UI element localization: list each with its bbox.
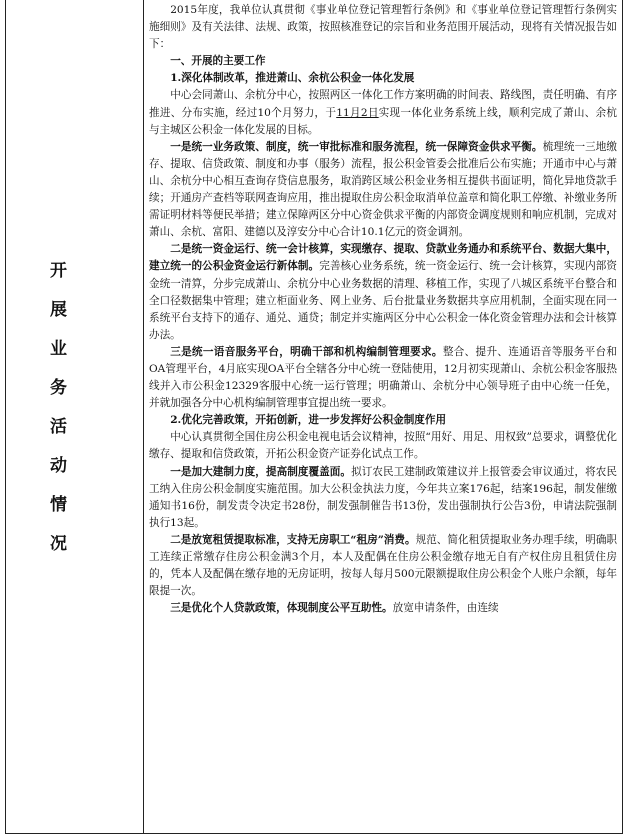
paragraph-unify-policy [149,139,617,242]
paragraph-loans [149,600,617,617]
paragraph-lead: 二是放宽租赁提取标准，支持无房职工“租房”消费。 [170,533,416,546]
paragraph-text: 中心会同萧山、余杭分中心，按照两区一体化工作方案明确的时间表、路线图，责任明确、有序推进、分布实施，经过10个月努力，于 [149,89,617,119]
paragraph-text: 完善核心业务系统，统一资金运行、统一会计核算，实现内部资金统一清算，分步完成萧山、余杭分中心业务数据的清理、移植工作，实现了八城区系统平台整合和全口径数据集中管理；建立柜面业务、网上业务、后台批量业务数据共享应用机制，全面实现在同一系统平台支持下的通存、通兑、通贷；制定并实施两区分中心公积金一体化资金管理办法和会计核算办法。 [149,260,617,341]
report-table [5,0,623,834]
paragraph-lead: 一是加大建制力度，提高制度覆盖面。 [170,465,352,478]
paragraph-lead: 三是统一语音服务平台，明确干部和机构编制管理要求。 [170,345,443,358]
section-label-cell [6,0,143,834]
column-divider [143,0,144,834]
paragraph-coverage [149,464,617,532]
paragraph-policy-intro: 中心认真贯彻全国住房公积金电视电话会议精神，按照“用好、用足、用权致”总要求，调整优化缴存、提取和信贷政策，开拓公积金资产证券化试点工作。 [149,431,617,461]
paragraph-lead: 二是统一资金运行、统一会计核算，实现缴存、提取、贷款业务通办和系统平台、数据大集中，建立统一的公积金资金运行新体制。 [149,243,617,273]
paragraph-text: 整合、提升、连通语音等服务平台和OA管理平台，4月底实现OA平台全辖各分中心统一登陆使用，12月初实现萧山、余杭公积金客服热线并入市公积金12329客服中心统一运行管理；明确萧山、余杭分中心领导班子由中心统一任免，并就加强各分中心机构编制管理事宜提出统一要求。 [149,345,617,410]
section-label: 开展业务活动情况 [46,261,66,573]
paragraph-unify-funds [149,241,617,344]
paragraph-text: 放宽申请条件，由连续 [392,602,499,615]
paragraph-lead: 一是统一业务政策、制度，统一审批标准和服务流程，统一保障资金供求平衡。 [170,140,543,153]
paragraph-text: 实现一体化业务系统上线，顺利完成了萧山、余杭与主城区公积金一体化发展的目标。 [149,106,617,136]
paragraph-lead: 三是优化个人贷款政策，体现制度公平互助性。 [170,602,393,615]
subheading-reform: 1.深化体制改革，推进萧山、余杭公积金一体化发展 [170,72,415,85]
subheading-policy: 2.优化完善政策，开拓创新，进一步发挥好公积金制度作用 [170,414,447,427]
content-cell [149,2,617,832]
paragraph-text: 规范、简化租赁提取业务办理手续，明确职工连续正常缴存住房公积金满3个月，本人及配偶在住房公积金缴存地无自有产权住房且租赁住房的，凭本人及配偶在缴存地的无房证明，按每人每月500元限额提取住房公积金个人账户余额，每年限提一次。 [149,533,617,598]
paragraph-text: 拟订农民工建制政策建议并上报管委会审议通过，将农民工纳入住房公积金制度实施范围。加大公积金执法力度，今年共立案176起，结案196起，制发催缴通知书16份，制发责令决定书28份，制发强制催告书13份，发出强制执行公告3份，申请法院强制执行13起。 [149,465,617,529]
heading-main-work: 一、开展的主要工作 [170,55,266,68]
paragraph-rental [149,532,617,600]
paragraph-text: 梳理统一三地缴存、提取、信贷政策、制度和办事（服务）流程，报公积金管委会批准后公布实施；开通市中心与萧山、余杭分中心相互查询存贷信息服务，取消跨区域公积金业务相互提供书面证明，简化异地贷款手续；开通房产查档等联网查询应用，推出提取住房公积金取消单位盖章和简化职工停缴、补缴业务所需证明材料等便民举措；建立保障两区分中心资金供求平衡的内部资金调度规则和响应机制，完成对萧山、余杭、富阳、建德以及淳安分中心合计10.1亿元的资金调剂。 [149,140,617,239]
intro-paragraph: 2015年度，我单位认真贯彻《事业单位登记管理暂行条例》和《事业单位登记管理暂行条例实施细则》及有关法律、法规、政策，按照核准登记的宗旨和业务范围开展活动，现将有关情况报告如下： [149,4,617,51]
paragraph-integration [149,87,617,138]
launch-date: 11月2日 [336,106,379,119]
paragraph-unify-voice [149,344,617,412]
